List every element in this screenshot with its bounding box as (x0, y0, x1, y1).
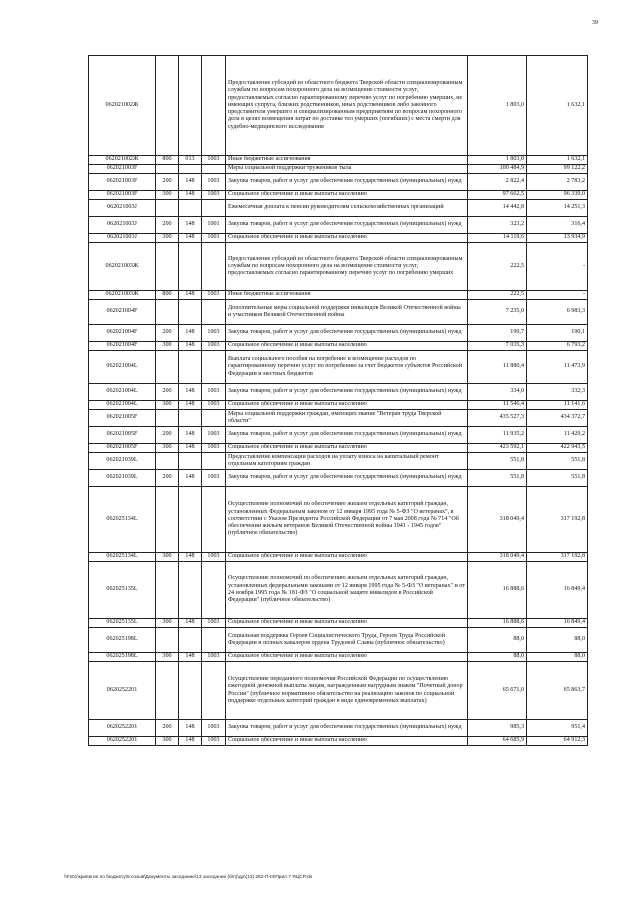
row-section (179, 487, 202, 553)
row-amount-year1: 7 035,3 (468, 342, 527, 351)
row-expense-type (156, 243, 179, 291)
row-subsection (202, 300, 226, 325)
row-expense-type (156, 351, 179, 384)
row-amount-year2: 11 473,9 (527, 351, 588, 384)
row-amount-year1: 199,7 (468, 325, 527, 342)
row-code: 062021005F (89, 444, 156, 453)
table-row (89, 453, 588, 470)
row-subsection: 1003 (202, 427, 226, 444)
row-expense-type (156, 200, 179, 217)
table-row (89, 351, 588, 384)
row-section: 148 (179, 553, 202, 562)
row-amount-year2: - (527, 243, 588, 291)
row-name: Дополнительные меры социальной поддержки инвалидов Великой Отечественной войны и участников Великой Отечественной войны (226, 300, 468, 325)
row-expense-type (156, 453, 179, 470)
row-section: 148 (179, 470, 202, 487)
row-subsection: 1003 (202, 444, 226, 453)
row-section: 148 (179, 720, 202, 737)
table-row (89, 553, 588, 562)
table-row (89, 628, 588, 653)
table-row (89, 384, 588, 401)
row-subsection (202, 56, 226, 156)
table-row (89, 191, 588, 200)
row-code: 0620252201 (89, 737, 156, 746)
row-expense-type (156, 487, 179, 553)
row-name: Иные бюджетные ассигнования (226, 156, 468, 165)
row-name: Социальное обеспечение и иные выплаты населению (226, 191, 468, 200)
row-section (179, 200, 202, 217)
row-amount-year2: 88,0 (527, 628, 588, 653)
row-amount-year1: 88,0 (468, 653, 527, 662)
row-section (179, 56, 202, 156)
table-row (89, 653, 588, 662)
row-name: Социальное обеспечение и иные выплаты населению (226, 553, 468, 562)
row-expense-type: 200 (156, 720, 179, 737)
row-expense-type: 300 (156, 553, 179, 562)
row-name: Социальное обеспечение и иные выплаты населению (226, 342, 468, 351)
row-amount-year1: 423 592,1 (468, 444, 527, 453)
row-amount-year2: 551,8 (527, 470, 588, 487)
row-subsection: 1003 (202, 291, 226, 300)
row-expense-type: 200 (156, 174, 179, 191)
row-subsection: 1003 (202, 325, 226, 342)
table-row (89, 410, 588, 427)
row-code: 062021039L (89, 470, 156, 487)
row-code: 0620252201 (89, 662, 156, 720)
table-row (89, 737, 588, 746)
row-name: Осуществление полномочий по обеспечению жильем отдельных категорий граждан, установленных федеральными законами от 12 января 1995 года № 5-ФЗ "О ветеранах" и от 24 ноября 1995 года № 181-ФЗ "О социальной защите инвалидов в Российской Федерации" (публичное обязательство) (226, 562, 468, 619)
row-subsection: 1003 (202, 174, 226, 191)
row-code: 062021004F (89, 342, 156, 351)
row-code: 062021005F (89, 410, 156, 427)
row-amount-year1: 551,8 (468, 453, 527, 470)
row-amount-year2: 951,4 (527, 720, 588, 737)
row-amount-year2: 551,8 (527, 453, 588, 470)
row-expense-type: 200 (156, 384, 179, 401)
row-expense-type (156, 56, 179, 156)
row-amount-year1: 11 880,4 (468, 351, 527, 384)
table-row (89, 401, 588, 410)
row-subsection (202, 351, 226, 384)
row-expense-type: 300 (156, 191, 179, 200)
row-subsection (202, 453, 226, 470)
row-code: 062021003Ж (89, 291, 156, 300)
row-amount-year2: 1 632,1 (527, 156, 588, 165)
row-section (179, 628, 202, 653)
table-row (89, 444, 588, 453)
footer-file-path: \\Fs01\кривягин по бюджету\5 созыв\Документы заседание\13 заседание (б/п)\др\(13) 282-П-III\Прил 7 ЯЦСР.xls (64, 875, 313, 880)
row-name: Выплата социального пособия на погребение и возмещение расходов по гарантированному перечню услуг по погребению за счет бюджетов субъектов Российской Федерации и местных бюджетов (226, 351, 468, 384)
table-row (89, 243, 588, 291)
row-amount-year1: 16 888,6 (468, 619, 527, 628)
row-name: Социальная поддержка Героев Социалистического Труда, Героев Труда Российской Федерации и полных кавалеров ордена Трудовой Славы (публичное обязательство) (226, 628, 468, 653)
row-subsection: 1003 (202, 553, 226, 562)
row-expense-type (156, 662, 179, 720)
row-amount-year1: 16 888,6 (468, 562, 527, 619)
row-amount-year2: - (527, 291, 588, 300)
row-amount-year2: 1 632,1 (527, 56, 588, 156)
row-name: Закупка товаров, работ и услуг для обеспечения государственных (муниципальных) нужд (226, 470, 468, 487)
row-code: 062025135L (89, 562, 156, 619)
row-code: 062021003F (89, 191, 156, 200)
row-amount-year1: 11 546,4 (468, 401, 527, 410)
row-amount-year2: 332,3 (527, 384, 588, 401)
row-code: 062021004F (89, 300, 156, 325)
row-subsection: 1003 (202, 156, 226, 165)
row-name: Осуществление полномочий по обеспечению жильем отдельных категорий граждан, установленных Федеральным законом от 12 января 1995 года № 5-ФЗ "О ветеранах", в соответствии с Указом Президента Российской Федерации от 7 мая 2008 года № 714 "Об обеспечении жильем ветеранов Великой Отечественной войны 1941 - 1945 годов" (публичное обязательство) (226, 487, 468, 553)
row-section: 148 (179, 234, 202, 243)
row-amount-year2: 14 251,3 (527, 200, 588, 217)
row-amount-year2: 88,0 (527, 653, 588, 662)
row-amount-year1: 14 442,8 (468, 200, 527, 217)
table-row (89, 562, 588, 619)
row-amount-year2: 11 429,2 (527, 427, 588, 444)
table-row (89, 234, 588, 243)
row-expense-type: 300 (156, 234, 179, 243)
table-row (89, 487, 588, 553)
row-name: Ежемесячная доплата к пенсии руководителям сельскохозяйственных организаций (226, 200, 468, 217)
row-name: Закупка товаров, работ и услуг для обеспечения государственных (муниципальных) нужд (226, 427, 468, 444)
row-amount-year2: 16 849,4 (527, 562, 588, 619)
row-expense-type: 800 (156, 156, 179, 165)
table-row (89, 342, 588, 351)
row-amount-year2: 96 339,0 (527, 191, 588, 200)
row-section: 148 (179, 737, 202, 746)
row-amount-year2: 317 192,8 (527, 487, 588, 553)
row-code: 062021004F (89, 325, 156, 342)
row-amount-year1: 100 484,9 (468, 165, 527, 174)
row-amount-year1: 1 803,0 (468, 156, 527, 165)
row-subsection: 1003 (202, 470, 226, 487)
row-expense-type: 300 (156, 444, 179, 453)
row-code: 062021003F (89, 174, 156, 191)
table-row (89, 217, 588, 234)
row-section (179, 351, 202, 384)
row-expense-type (156, 410, 179, 427)
row-expense-type: 300 (156, 653, 179, 662)
table-row (89, 325, 588, 342)
row-expense-type (156, 562, 179, 619)
row-amount-year1: 222,5 (468, 243, 527, 291)
row-name: Социальное обеспечение и иные выплаты населению (226, 737, 468, 746)
table-row (89, 300, 588, 325)
row-code: 062021004L (89, 351, 156, 384)
row-amount-year2: 6 983,3 (527, 300, 588, 325)
row-code: 062021004L (89, 401, 156, 410)
row-code: 062021005F (89, 427, 156, 444)
row-amount-year2: 99 122,2 (527, 165, 588, 174)
row-subsection (202, 662, 226, 720)
row-amount-year1: 551,8 (468, 470, 527, 487)
row-amount-year1: 323,2 (468, 217, 527, 234)
row-subsection (202, 628, 226, 653)
row-subsection (202, 487, 226, 553)
table-row (89, 662, 588, 720)
row-subsection (202, 243, 226, 291)
row-subsection (202, 562, 226, 619)
row-subsection: 1001 (202, 217, 226, 234)
row-name: Закупка товаров, работ и услуг для обеспечения государственных (муниципальных) нужд (226, 325, 468, 342)
row-name: Меры социальной поддержки граждан, имеющих звание "Ветеран труда Тверской области" (226, 410, 468, 427)
row-amount-year2: 422 943,5 (527, 444, 588, 453)
row-code: 062025198L (89, 653, 156, 662)
row-amount-year1: 318 049,4 (468, 553, 527, 562)
row-subsection: 1003 (202, 384, 226, 401)
row-name: Закупка товаров, работ и услуг для обеспечения государственных (муниципальных) нужд (226, 720, 468, 737)
row-amount-year1: 985,3 (468, 720, 527, 737)
row-section: 148 (179, 444, 202, 453)
budget-table (88, 55, 588, 746)
row-subsection (202, 165, 226, 174)
row-amount-year2: 11 141,6 (527, 401, 588, 410)
row-expense-type: 200 (156, 470, 179, 487)
row-name: Социальное обеспечение и иные выплаты населению (226, 444, 468, 453)
row-amount-year2: 190,1 (527, 325, 588, 342)
row-amount-year2: 2 783,2 (527, 174, 588, 191)
row-name: Предоставление субсидий из областного бюджета Тверской области специализированным службам по вопросам похоронного дела на возмещение стоимости услуг, предоставляемых согласно гарантированному перечню услуг по погребению умерших, не имеющих супруга, близких родственников, иных родственников либо законного представителя умершего и специализированным предприятиям по вопросам похоронного дела в целях возмещения затрат по доставке тел умерших (погибших) с места смерти для судебно-медицинского исследования (226, 56, 468, 156)
row-code: 062021003J (89, 200, 156, 217)
row-section: 148 (179, 217, 202, 234)
row-code: 062025134L (89, 553, 156, 562)
row-subsection: 1003 (202, 720, 226, 737)
row-subsection: 1003 (202, 342, 226, 351)
row-section (179, 410, 202, 427)
row-section: 148 (179, 427, 202, 444)
row-name: Закупка товаров, работ и услуг для обеспечения государственных (муниципальных) нужд (226, 384, 468, 401)
row-amount-year1: 222,5 (468, 291, 527, 300)
row-name: Социальное обеспечение и иные выплаты населению (226, 619, 468, 628)
row-name: Социальное обеспечение и иные выплаты населению (226, 234, 468, 243)
row-expense-type: 300 (156, 342, 179, 351)
row-expense-type: 200 (156, 325, 179, 342)
row-amount-year2: 65 863,7 (527, 662, 588, 720)
row-subsection: 1003 (202, 737, 226, 746)
row-amount-year2: 434 372,7 (527, 410, 588, 427)
row-subsection: 1003 (202, 401, 226, 410)
row-expense-type: 200 (156, 427, 179, 444)
row-subsection: 1003 (202, 191, 226, 200)
row-amount-year1: 334,0 (468, 384, 527, 401)
row-section: 148 (179, 401, 202, 410)
table-row (89, 200, 588, 217)
row-name: Иные бюджетные ассигнования (226, 291, 468, 300)
row-expense-type: 800 (156, 291, 179, 300)
row-section: 148 (179, 384, 202, 401)
row-expense-type (156, 300, 179, 325)
table-row (89, 56, 588, 156)
row-code: 062021004L (89, 384, 156, 401)
row-section: 148 (179, 191, 202, 200)
row-amount-year1: 14 119,6 (468, 234, 527, 243)
row-code: 062021003J (89, 234, 156, 243)
row-expense-type: 300 (156, 737, 179, 746)
row-code: 0620252201 (89, 720, 156, 737)
row-amount-year1: 88,0 (468, 628, 527, 653)
row-section: 148 (179, 291, 202, 300)
row-name: Предоставление субсидий из областного бюджета Тверской области специализированным службам по вопросам похоронного дела на возмещение стоимости услуг, предоставляемых согласно гарантированному перечню услуг по погребению умерших (226, 243, 468, 291)
row-expense-type (156, 628, 179, 653)
row-section (179, 562, 202, 619)
row-amount-year2: 13 934,9 (527, 234, 588, 243)
row-code: 062021039L (89, 453, 156, 470)
row-expense-type (156, 165, 179, 174)
row-code: 062025135L (89, 619, 156, 628)
table-row (89, 427, 588, 444)
row-code: 062021002Ж (89, 156, 156, 165)
row-amount-year1: 64 685,9 (468, 737, 527, 746)
row-section (179, 165, 202, 174)
row-section (179, 662, 202, 720)
table-row (89, 470, 588, 487)
row-amount-year2: 316,4 (527, 217, 588, 234)
row-code: 062021003F (89, 165, 156, 174)
row-section (179, 300, 202, 325)
row-section: 013 (179, 156, 202, 165)
table-row (89, 174, 588, 191)
row-amount-year2: 317 192,8 (527, 553, 588, 562)
row-code: 062021003Ж (89, 243, 156, 291)
row-amount-year2: 16 849,4 (527, 619, 588, 628)
row-subsection (202, 410, 226, 427)
row-amount-year1: 435 527,3 (468, 410, 527, 427)
row-code: 062025134L (89, 487, 156, 553)
row-section: 148 (179, 619, 202, 628)
row-amount-year2: 64 912,3 (527, 737, 588, 746)
row-code: 062025198L (89, 628, 156, 653)
table-row (89, 165, 588, 174)
row-section (179, 453, 202, 470)
row-section: 148 (179, 342, 202, 351)
table-row (89, 156, 588, 165)
table-row (89, 291, 588, 300)
row-expense-type: 300 (156, 401, 179, 410)
page-number: 39 (592, 20, 598, 26)
row-expense-type: 200 (156, 217, 179, 234)
row-amount-year1: 97 662,5 (468, 191, 527, 200)
row-section: 148 (179, 325, 202, 342)
row-name: Социальное обеспечение и иные выплаты населению (226, 401, 468, 410)
row-subsection: 1003 (202, 619, 226, 628)
row-amount-year1: 11 935,2 (468, 427, 527, 444)
row-code: 062021002Ж (89, 56, 156, 156)
row-name: Закупка товаров, работ и услуг для обеспечения государственных (муниципальных) нужд (226, 174, 468, 191)
row-subsection: 1001 (202, 234, 226, 243)
row-name: Закупка товаров, работ и услуг для обеспечения государственных (муниципальных) нужд (226, 217, 468, 234)
row-name: Меры социальной поддержки тружеников тыла (226, 165, 468, 174)
row-amount-year1: 7 235,0 (468, 300, 527, 325)
row-expense-type: 300 (156, 619, 179, 628)
row-code: 062021003J (89, 217, 156, 234)
row-name: Социальное обеспечение и иные выплаты населению (226, 653, 468, 662)
row-name: Предоставление компенсации расходов на уплату взноса на капитальный ремонт отдельным категориям граждан (226, 453, 468, 470)
row-amount-year1: 65 671,0 (468, 662, 527, 720)
row-amount-year2: 6 793,2 (527, 342, 588, 351)
row-section: 148 (179, 174, 202, 191)
row-section (179, 243, 202, 291)
table-row (89, 720, 588, 737)
row-amount-year1: 318 049,4 (468, 487, 527, 553)
row-name: Осуществление переданного полномочия Российской Федерации по осуществлению ежегодной денежной выплаты лицам, награжденным нагрудным знаком "Почетный донор России" (публичное нормативное обязательство на реализацию законов по социальной поддержке отдельных категорий граждан в виде единовременных выплатах) (226, 662, 468, 720)
row-subsection: 1003 (202, 653, 226, 662)
row-amount-year1: 2 822,4 (468, 174, 527, 191)
row-section: 148 (179, 653, 202, 662)
table-row (89, 619, 588, 628)
row-amount-year1: 1 803,0 (468, 56, 527, 156)
row-subsection (202, 200, 226, 217)
